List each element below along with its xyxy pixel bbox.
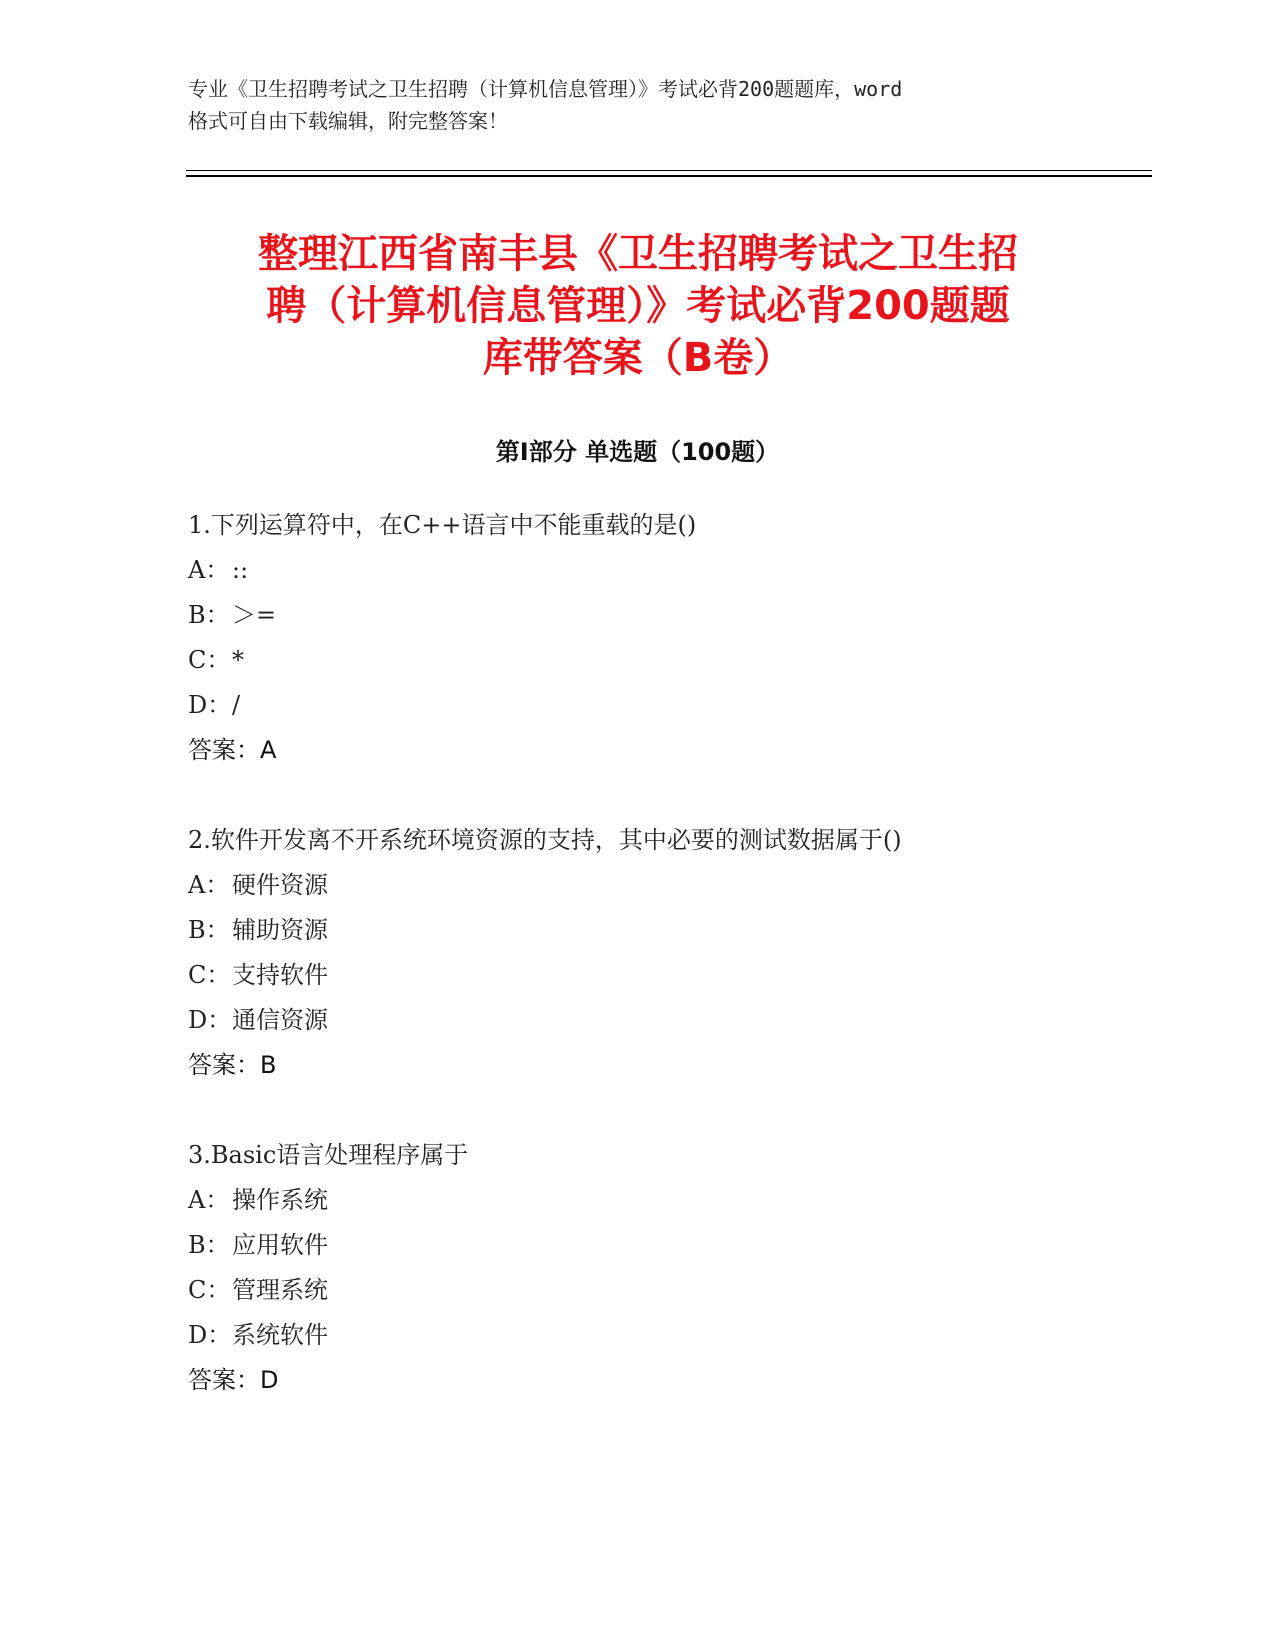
document-title xyxy=(188,228,1088,384)
question-1 xyxy=(188,503,1088,773)
option-d xyxy=(188,998,1088,1043)
question-stem: 1.下列运算符中，在C++语言中不能重载的是() xyxy=(188,511,697,539)
option-key: B： xyxy=(188,601,230,629)
option-key: D： xyxy=(188,1006,232,1034)
option-text: * xyxy=(232,646,244,674)
option-text: 通信资源 xyxy=(232,1006,328,1034)
option-c xyxy=(188,953,1088,998)
option-a xyxy=(188,548,1088,593)
header-note-line-1: 专业《卫生招聘考试之卫生招聘（计算机信息管理）》考试必背200题题库，word xyxy=(188,77,903,101)
option-a xyxy=(188,1178,1088,1223)
header-note xyxy=(188,73,1108,137)
option-text: ＞= xyxy=(232,601,277,629)
option-key: B： xyxy=(188,1231,230,1259)
option-text: 应用软件 xyxy=(232,1231,328,1259)
option-text: 操作系统 xyxy=(232,1186,328,1214)
option-key: A： xyxy=(188,556,230,584)
document-title-line-1: 整理江西省南丰县《卫生招聘考试之卫生招 xyxy=(258,231,1018,277)
option-text: :: xyxy=(232,556,249,584)
option-text: 管理系统 xyxy=(232,1276,328,1304)
document-title-line-3: 库带答案（B卷） xyxy=(482,335,794,381)
answer-line: 答案：A xyxy=(188,736,277,764)
question-stem: 2.软件开发离不开系统环境资源的支持，其中必要的测试数据属于() xyxy=(188,826,902,854)
option-key: D： xyxy=(188,691,232,719)
option-text: / xyxy=(232,691,241,719)
answer-line: 答案：B xyxy=(188,1051,277,1079)
option-key: C： xyxy=(188,646,231,674)
option-key: A： xyxy=(188,1186,230,1214)
question-2 xyxy=(188,818,1088,1088)
option-key: A： xyxy=(188,871,230,899)
question-3 xyxy=(188,1133,1088,1403)
answer-line: 答案：D xyxy=(188,1366,279,1394)
option-key: B： xyxy=(188,916,230,944)
document-title-line-2: 聘（计算机信息管理）》考试必背200题题 xyxy=(266,283,1010,329)
option-text: 硬件资源 xyxy=(232,871,328,899)
option-c xyxy=(188,638,1088,683)
header-rule-thin xyxy=(186,170,1152,171)
option-text: 辅助资源 xyxy=(232,916,328,944)
option-c xyxy=(188,1268,1088,1313)
option-text: 系统软件 xyxy=(232,1321,328,1349)
option-key: D： xyxy=(188,1321,232,1349)
option-b xyxy=(188,908,1088,953)
option-key: C： xyxy=(188,961,231,989)
option-b xyxy=(188,593,1088,638)
header-rule-thick xyxy=(186,175,1152,177)
option-a xyxy=(188,863,1088,908)
option-key: C： xyxy=(188,1276,231,1304)
option-d xyxy=(188,683,1088,728)
header-note-line-2: 格式可自由下载编辑，附完整答案！ xyxy=(188,109,508,133)
option-text: 支持软件 xyxy=(232,961,328,989)
section-title: 第Ⅰ部分 单选题（100题） xyxy=(495,438,780,466)
option-d xyxy=(188,1313,1088,1358)
option-b xyxy=(188,1223,1088,1268)
question-stem: 3.Basic语言处理程序属于 xyxy=(188,1141,469,1169)
